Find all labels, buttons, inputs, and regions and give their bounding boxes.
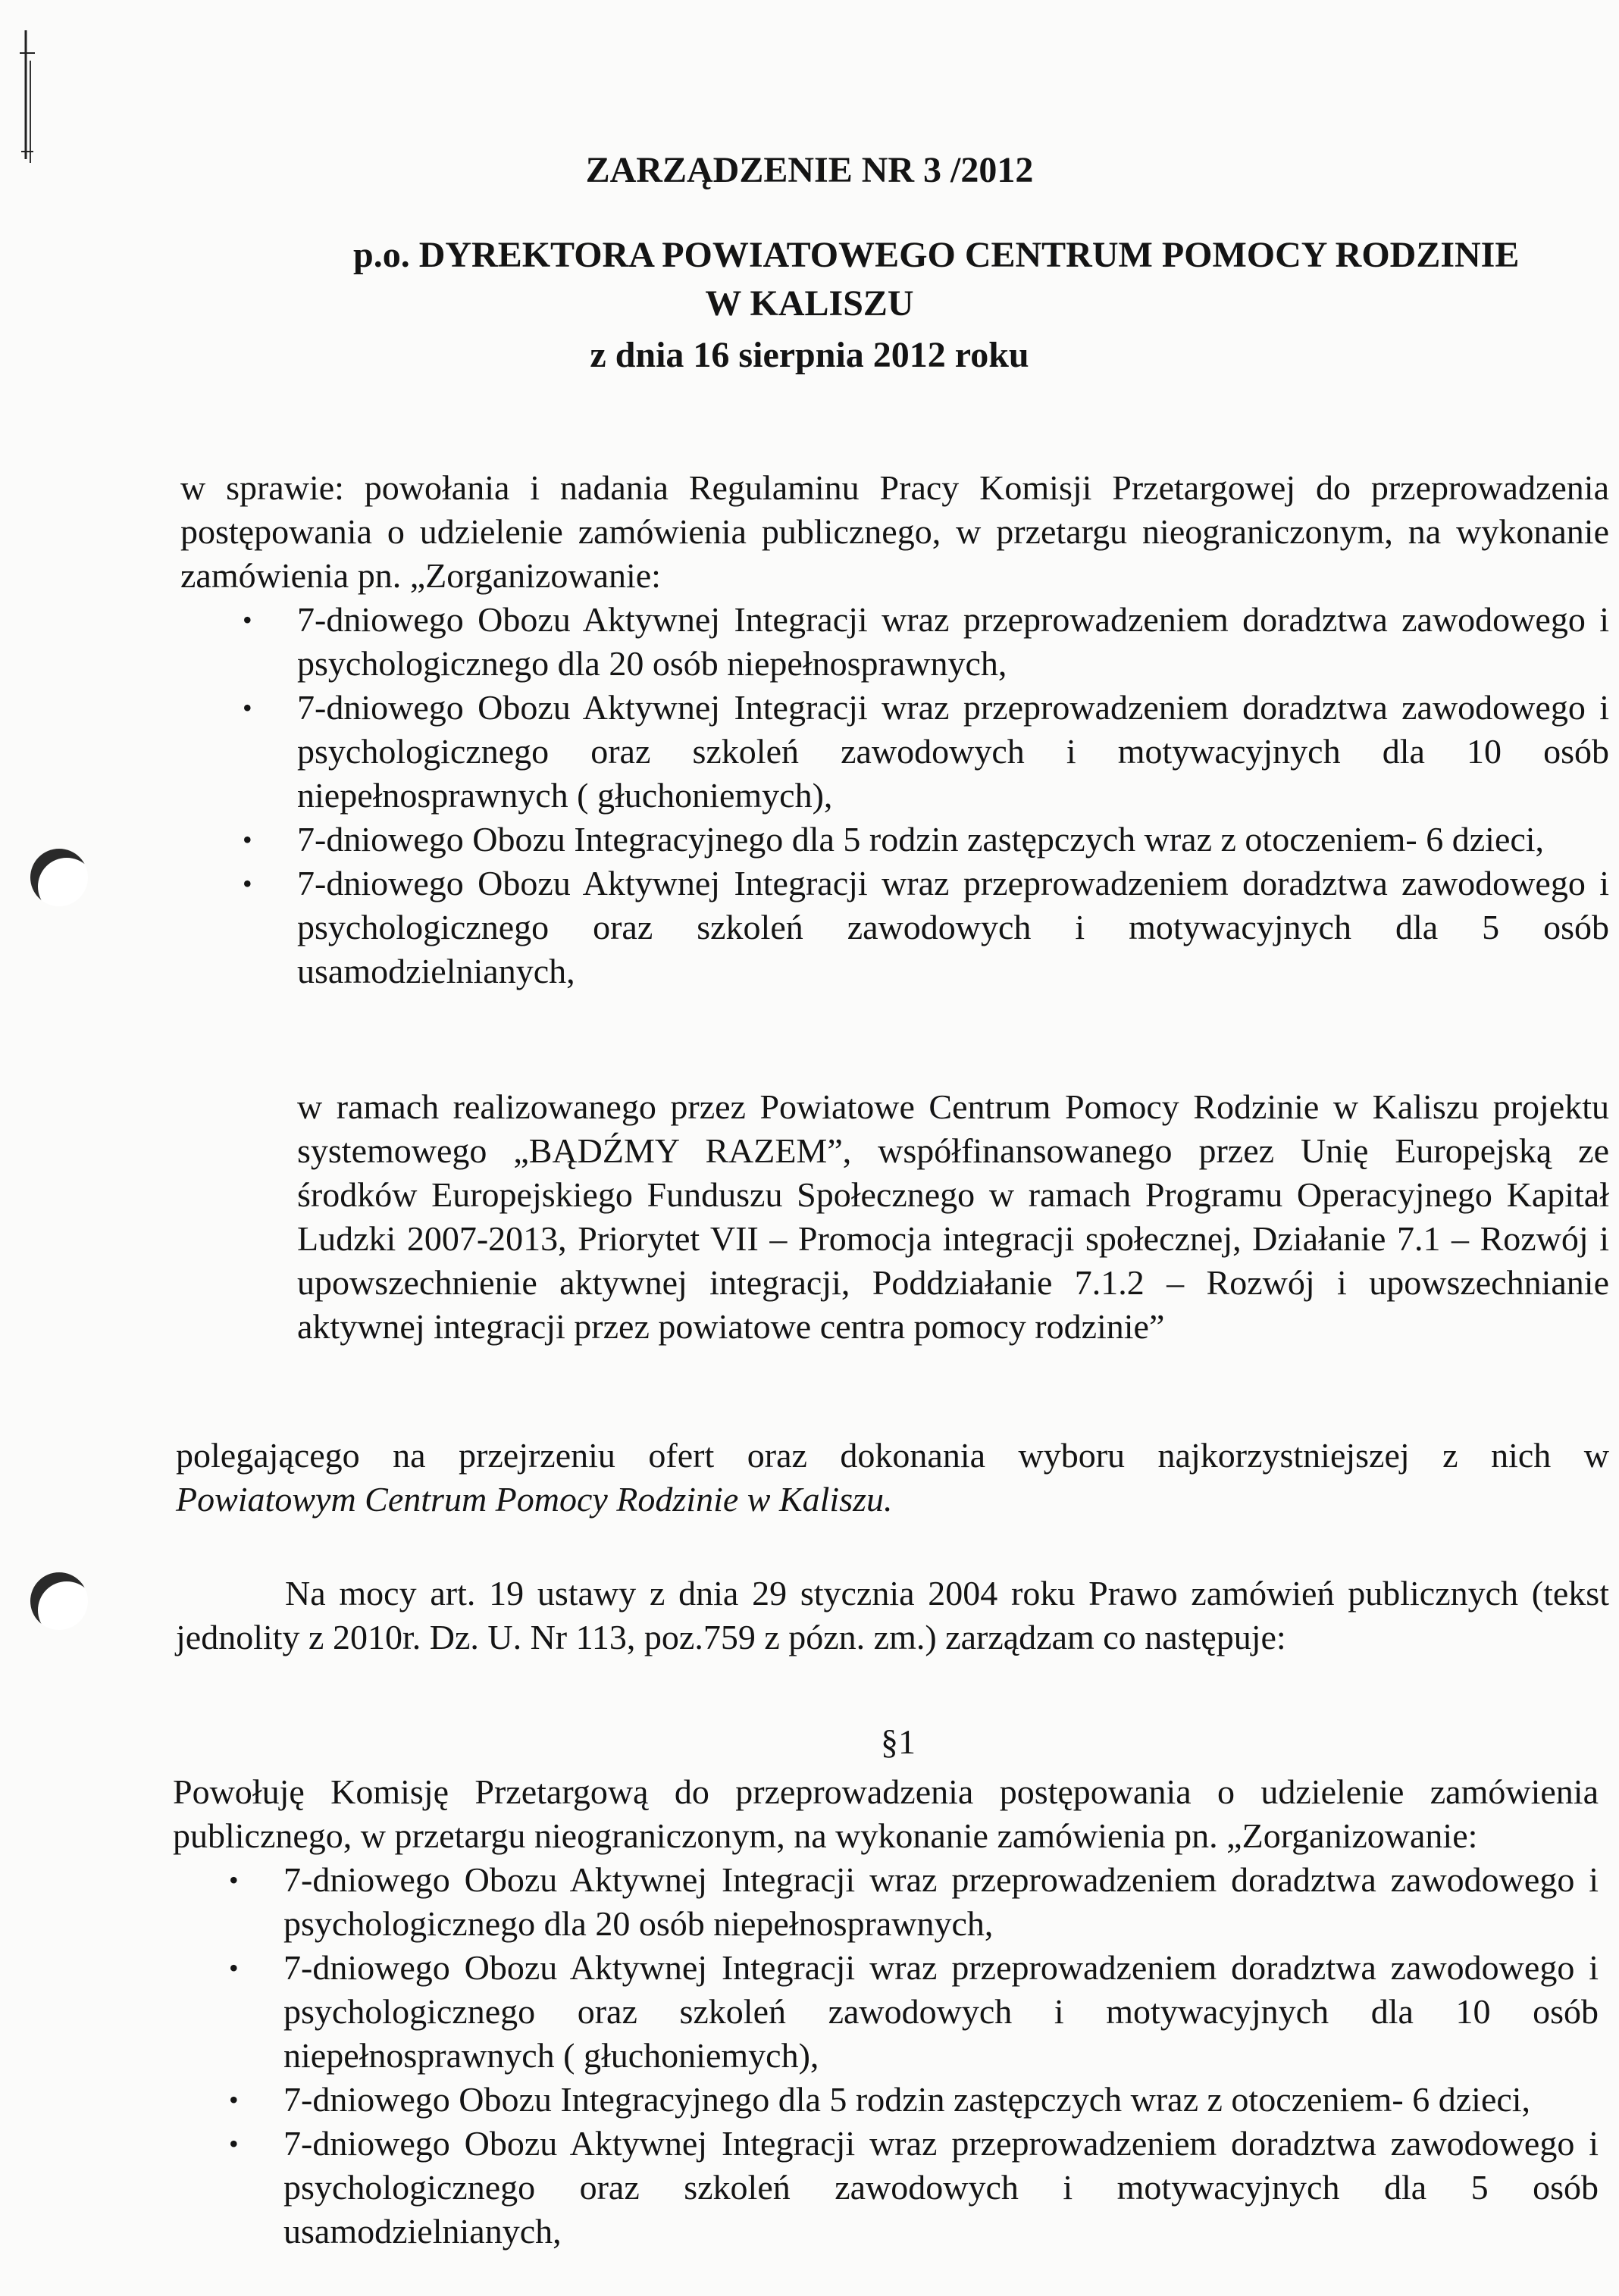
bullet-icon: •	[229, 1865, 239, 1895]
bullet-icon: •	[243, 693, 252, 723]
list-item: • 7-dniowego Obozu Aktywnej Integracji wraz przeprowadzeniem doradztwa zawodowego i psychologicznego oraz szkoleń zawodowych i motywacyjnych dla 5 osób usamodzielnianych,	[283, 2122, 1599, 2254]
section-heading: §1	[881, 1722, 916, 1761]
section1-list	[229, 1858, 1599, 2254]
purpose-text: polegającego na przejrzeniu ofert oraz dokonania wyboru najkorzystniejszej z nich w	[176, 1436, 1609, 1475]
section1-intro: Powołuję Komisję Przetargową do przeprowadzenia postępowania o udzielenie zamówienia publicznego, w przetargu nieograniczonym, na wykonanie zamówienia pn. „Zorganizowanie:	[173, 1772, 1599, 1855]
project-context: w ramach realizowanego przez Powiatowe Centrum Pomocy Rodzinie w Kaliszu projektu systemowego „BĄDŹMY RAZEM”, współfinansowanego przez Unię Europejską ze środków Europejskiego Funduszu Społecznego w ramach Programu Operacyjnego Kapitał Ludzki 2007-2013, Priorytet VII – Promocja integracji społecznej, Działanie 7.1 – Rozwój i upowszechnienie aktywnej integracji, Poddziałanie 7.1.2 – Rozwój i upowszechnianie aktywnej integracji przez powiatowe centra pomocy rodzinie”	[297, 1087, 1609, 1346]
staple-mark-icon	[15, 30, 41, 163]
list-item: • 7-dniowego Obozu Aktywnej Integracji wraz przeprowadzeniem doradztwa zawodowego i psychologicznego oraz szkoleń zawodowych i motywacyjnych dla 10 osób niepełnosprawnych ( głuchoniemych),	[283, 1946, 1599, 2078]
document-title: ZARZĄDZENIE NR 3 /2012	[585, 150, 1034, 190]
bullet-icon: •	[229, 1953, 239, 1983]
punch-hole-icon	[30, 849, 88, 906]
list-item: • 7-dniowego Obozu Aktywnej Integracji wraz przeprowadzeniem doradztwa zawodowego i psychologicznego dla 20 osób niepełnosprawnych,	[297, 598, 1609, 686]
issuer-city: W KALISZU	[705, 283, 914, 324]
bullet-icon: •	[243, 868, 252, 899]
bullet-icon: •	[229, 2129, 239, 2159]
subject-list	[243, 598, 1609, 993]
bullet-icon: •	[229, 2085, 239, 2115]
subject-intro: w sprawie: powołania i nadania Regulaminu Pracy Komisji Przetargowej do przeprowadzenia postępowania o udzielenie zamówienia publicznego, w przetargu nieograniczonym, na wykonanie zamówienia pn. „Zorganizowanie:	[180, 468, 1609, 595]
punch-hole-icon	[30, 1572, 88, 1630]
issuer-prefix: p.o.	[353, 235, 410, 275]
legal-basis: Na mocy art. 19 ustawy z dnia 29 stycznia 2004 roku Prawo zamówień publicznych (tekst jednolity z 2010r. Dz. U. Nr 113, poz.759 z pózn. zm.) zarządzam co następuje:	[176, 1574, 1609, 1656]
issuer-line	[353, 233, 1520, 277]
list-item: • 7-dniowego Obozu Aktywnej Integracji wraz przeprowadzeniem doradztwa zawodowego i psychologicznego oraz szkoleń zawodowych i motywacyjnych dla 5 osób usamodzielnianych,	[297, 862, 1609, 993]
list-item: • 7-dniowego Obozu Aktywnej Integracji wraz przeprowadzeniem doradztwa zawodowego i psychologicznego oraz szkoleń zawodowych i motywacyjnych dla 10 osób niepełnosprawnych ( głuchoniemych),	[297, 686, 1609, 818]
list-item: • 7-dniowego Obozu Integracyjnego dla 5 rodzin zastępczych wraz z otoczeniem- 6 dzieci,	[283, 2078, 1599, 2122]
bullet-icon: •	[243, 824, 252, 855]
purpose-paragraph	[176, 1434, 1609, 1522]
bullet-icon: •	[243, 605, 252, 635]
document-date: z dnia 16 sierpnia 2012 roku	[590, 335, 1029, 375]
purpose-place: Powiatowym Centrum Pomocy Rodzinie w Kaliszu.	[176, 1480, 893, 1519]
list-item: • 7-dniowego Obozu Aktywnej Integracji wraz przeprowadzeniem doradztwa zawodowego i psychologicznego dla 20 osób niepełnosprawnych,	[283, 1858, 1599, 1946]
issuer-name: DYREKTORA POWIATOWEGO CENTRUM POMOCY RODZINIE	[418, 235, 1520, 275]
list-item: • 7-dniowego Obozu Integracyjnego dla 5 rodzin zastępczych wraz z otoczeniem- 6 dzieci,	[297, 818, 1609, 862]
